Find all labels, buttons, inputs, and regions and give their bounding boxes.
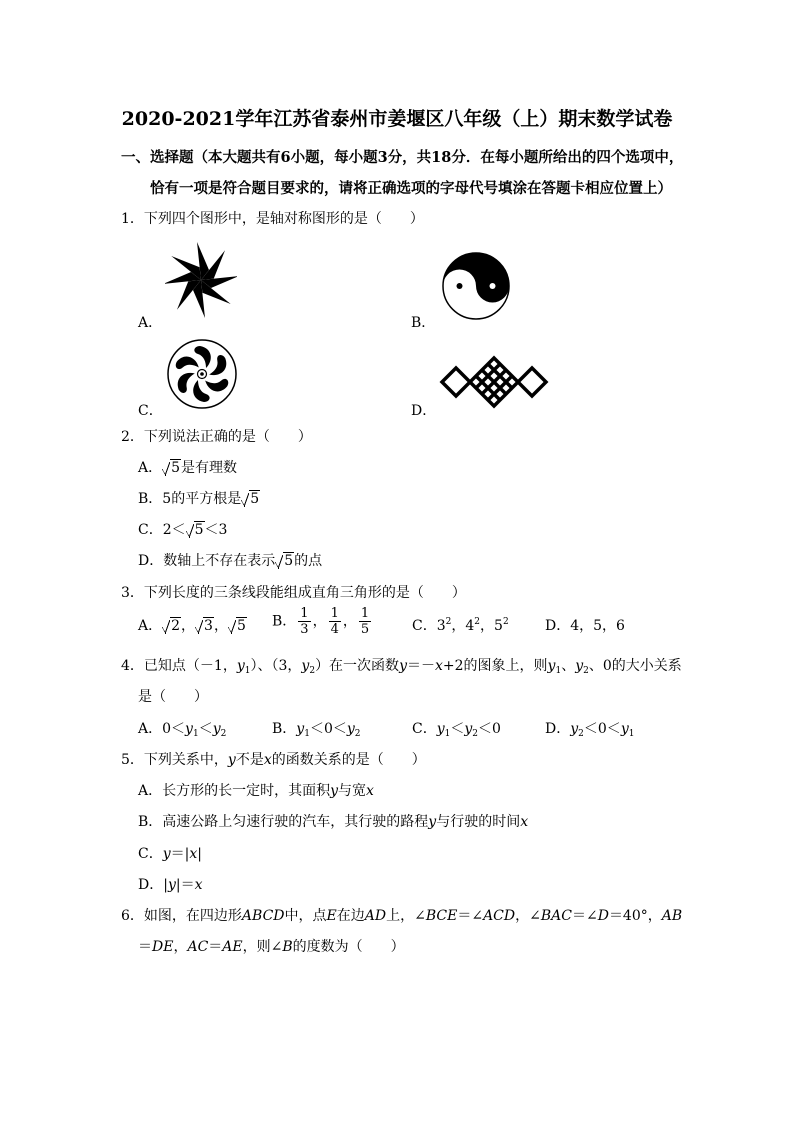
q5-option-d — [138, 874, 203, 894]
lt: ＜0 — [478, 721, 501, 737]
var-y: y — [167, 877, 176, 893]
exponent: 2 — [502, 617, 509, 627]
sqrt-sign — [195, 618, 214, 634]
q2-c-end: ＜3 — [204, 522, 228, 538]
q3-c-label: C． — [412, 618, 437, 634]
exponent: 2 — [445, 617, 452, 627]
subscript: 1 — [244, 666, 251, 676]
var-y: y — [330, 783, 339, 799]
q1-option-c-label: C． — [138, 403, 163, 419]
subscript: 1 — [192, 729, 199, 739]
text: ＝－ — [406, 658, 435, 674]
q1-option-b-label: B． — [411, 315, 436, 331]
subscript: 1 — [628, 729, 635, 739]
subscript: 2 — [583, 666, 589, 676]
var-y: y — [547, 658, 556, 674]
var-y: y — [212, 721, 221, 737]
var-y: y — [399, 658, 407, 674]
question-1-stem: 1．下列四个图形中，是轴对称图形的是（ ） — [121, 211, 424, 227]
base: 4 — [465, 618, 475, 634]
sqrt-sign — [275, 553, 294, 569]
section-heading-line1: 一、选择题（本大题共有6小题，每小题3分，共18分．在每小题所给出的四个选项中， — [121, 149, 684, 166]
var-y: y — [464, 721, 473, 737]
exponent: 2 — [474, 617, 481, 627]
q5-option-c — [138, 843, 202, 863]
text: |＝ — [175, 877, 195, 893]
text: C． — [138, 846, 163, 862]
sqrt-sign — [162, 460, 181, 476]
text: 5．下列关系中， — [121, 752, 228, 768]
radicand: 5 — [250, 491, 260, 507]
var-y: y — [436, 721, 445, 737]
text: 6．如图，在四边形 — [121, 908, 242, 924]
endless-knot-icon — [438, 354, 550, 410]
text: ＝40°， — [608, 908, 662, 924]
q4-option-a — [138, 718, 226, 739]
pinwheel-star-icon — [165, 240, 237, 320]
var-y: y — [227, 752, 236, 768]
text: 4．已知点（－1， — [121, 658, 237, 674]
comma: ， — [342, 613, 357, 630]
subscript: 1 — [444, 729, 451, 739]
question-6-stem — [121, 905, 682, 925]
q2-option-d — [138, 550, 322, 570]
section-heading-line2: 恰有一项是符合题目要求的，请将正确选项的字母代号填涂在答题卡相应位置上） — [150, 180, 672, 197]
math-label: D — [597, 908, 609, 924]
base: 5 — [494, 618, 503, 634]
lt: ＜ — [198, 721, 213, 737]
var-y: y — [620, 721, 629, 737]
text: 的函数关系的是（ ） — [271, 752, 426, 768]
sqrt-sign — [186, 522, 205, 538]
q2-option-a — [138, 457, 237, 477]
q2-option-b — [138, 488, 260, 508]
math-label: E — [326, 908, 337, 924]
var-y: y — [301, 658, 310, 674]
question-6-stem-line2 — [138, 936, 405, 956]
q4-option-b — [272, 718, 361, 739]
radicand: 3 — [204, 618, 213, 634]
text: 不是 — [235, 752, 264, 768]
q4-option-d — [545, 718, 634, 739]
numerator: 1 — [300, 606, 309, 621]
text: ＝ — [208, 939, 223, 955]
math-label: ACD — [483, 908, 516, 924]
text: ＝ — [138, 939, 152, 955]
text: ＝| — [170, 846, 190, 862]
math-label: B — [282, 939, 293, 955]
comma: ， — [312, 613, 327, 630]
subscript: 1 — [304, 729, 310, 739]
q2-c-text: C．2＜ — [138, 522, 186, 538]
text: 、 — [561, 658, 576, 674]
q4-d-label: D． — [545, 721, 571, 737]
lt: ＜ — [450, 721, 465, 737]
text: 与行驶的时间 — [436, 814, 521, 830]
denominator: 4 — [330, 622, 339, 637]
subscript: 2 — [220, 729, 227, 739]
sqrt-sign — [162, 618, 181, 634]
var-x: x — [520, 814, 529, 830]
var-y: y — [428, 814, 437, 830]
math-label: BAC — [540, 908, 572, 924]
q2-d-end: 的点 — [294, 553, 323, 569]
var-x: x — [434, 658, 443, 674]
fraction — [329, 606, 341, 637]
comma: ， — [480, 618, 495, 634]
question-2-stem: 2．下列说法正确的是（ ） — [121, 429, 312, 445]
yin-yang-icon — [441, 251, 511, 321]
var-y: y — [162, 846, 171, 862]
text: ＝∠ — [571, 908, 598, 924]
var-y: y — [236, 658, 245, 674]
q2-a-text: 是有理数 — [181, 460, 238, 476]
text: 上，∠ — [386, 908, 426, 924]
text: ， — [173, 939, 188, 955]
var-y: y — [296, 721, 305, 737]
q1-option-a-label: A． — [138, 315, 163, 331]
math-label: ABCD — [241, 908, 285, 924]
denominator: 3 — [300, 622, 309, 637]
swirl-circle-icon — [166, 338, 238, 410]
base: 3 — [436, 618, 446, 634]
numerator: 1 — [330, 606, 339, 621]
fraction — [359, 606, 371, 637]
math-label: BCE — [425, 908, 458, 924]
comma: ， — [181, 618, 196, 634]
text: ）、（3， — [250, 658, 302, 674]
page-title: 2020-2021学年江苏省泰州市姜堰区八年级（上）期末数学试卷 — [121, 108, 673, 130]
var-x: x — [189, 846, 198, 862]
subscript: 2 — [472, 729, 479, 739]
q3-option-b — [272, 606, 373, 637]
q4-option-c — [412, 718, 501, 739]
sqrt-sign — [241, 491, 260, 507]
subscript: 2 — [578, 729, 584, 739]
text: B．高速公路上匀速行驶的汽车，其行驶的路程 — [138, 814, 429, 830]
var-y: y — [575, 658, 584, 674]
comma: ， — [213, 618, 228, 634]
math-label: AD — [364, 908, 387, 924]
q3-a-label: A． — [138, 618, 163, 634]
q2-a-label: A． — [138, 460, 163, 476]
question-3-stem: 3．下列长度的三条线段能组成直角三角形的是（ ） — [121, 585, 466, 601]
q2-option-c — [138, 519, 227, 539]
text: A．长方形的长一定时，其面积 — [138, 783, 331, 799]
radicand: 2 — [171, 618, 181, 634]
q4-c-label: C． — [412, 721, 437, 737]
q3-b-label: B． — [272, 613, 297, 630]
math-label: DE — [152, 939, 174, 955]
var-x: x — [366, 783, 374, 799]
comma: ， — [451, 618, 466, 634]
subscript: 1 — [555, 666, 562, 676]
var-y: y — [346, 721, 355, 737]
text: ）在一次函数 — [315, 658, 400, 674]
question-5-stem — [121, 749, 426, 769]
q3-option-d: D．4，5，6 — [545, 618, 625, 634]
radicand: 5 — [284, 553, 294, 569]
text: 的度数为（ ） — [292, 939, 405, 955]
subscript: 2 — [354, 729, 361, 739]
text: +2的图象上，则 — [442, 658, 548, 674]
subscript: 2 — [309, 666, 316, 676]
denominator: 5 — [360, 622, 370, 637]
question-4-stem-line2: 是（ ） — [138, 689, 208, 705]
numerator: 1 — [360, 606, 370, 621]
radicand: 5 — [236, 618, 246, 634]
text: D．| — [138, 877, 168, 893]
question-4-stem — [121, 655, 682, 676]
radicand: 5 — [171, 460, 181, 476]
var-x: x — [263, 752, 272, 768]
lt: ＜0＜ — [309, 721, 347, 737]
text: | — [197, 846, 202, 862]
var-x: x — [194, 877, 203, 893]
math-label: AC — [187, 939, 209, 955]
text: 在边 — [336, 908, 365, 924]
text: ，∠ — [515, 908, 541, 924]
var-y: y — [185, 721, 193, 737]
lt: ＜0＜ — [583, 721, 621, 737]
q2-d-text: D．数轴上不存在表示 — [138, 553, 276, 569]
text: ＝∠ — [457, 908, 484, 924]
math-label: AE — [222, 939, 243, 955]
q1-option-d-label: D． — [411, 403, 437, 419]
q4-b-label: B． — [272, 721, 297, 737]
radicand: 5 — [194, 522, 204, 538]
fraction — [298, 606, 310, 637]
sqrt-sign — [228, 618, 247, 634]
text: ，则∠ — [242, 939, 283, 955]
math-label: AB — [661, 908, 683, 924]
text: 中，点 — [284, 908, 327, 924]
q4-a-label: A．0＜ — [138, 721, 186, 737]
q2-b-text: B．5的平方根是 — [138, 491, 242, 507]
var-y: y — [570, 721, 579, 737]
q3-option-c — [412, 615, 509, 635]
q5-option-a — [138, 780, 374, 800]
text: 、0的大小关系 — [588, 658, 682, 674]
text: 与宽 — [338, 783, 367, 799]
q3-option-a — [138, 615, 247, 635]
q5-option-b — [138, 811, 528, 831]
